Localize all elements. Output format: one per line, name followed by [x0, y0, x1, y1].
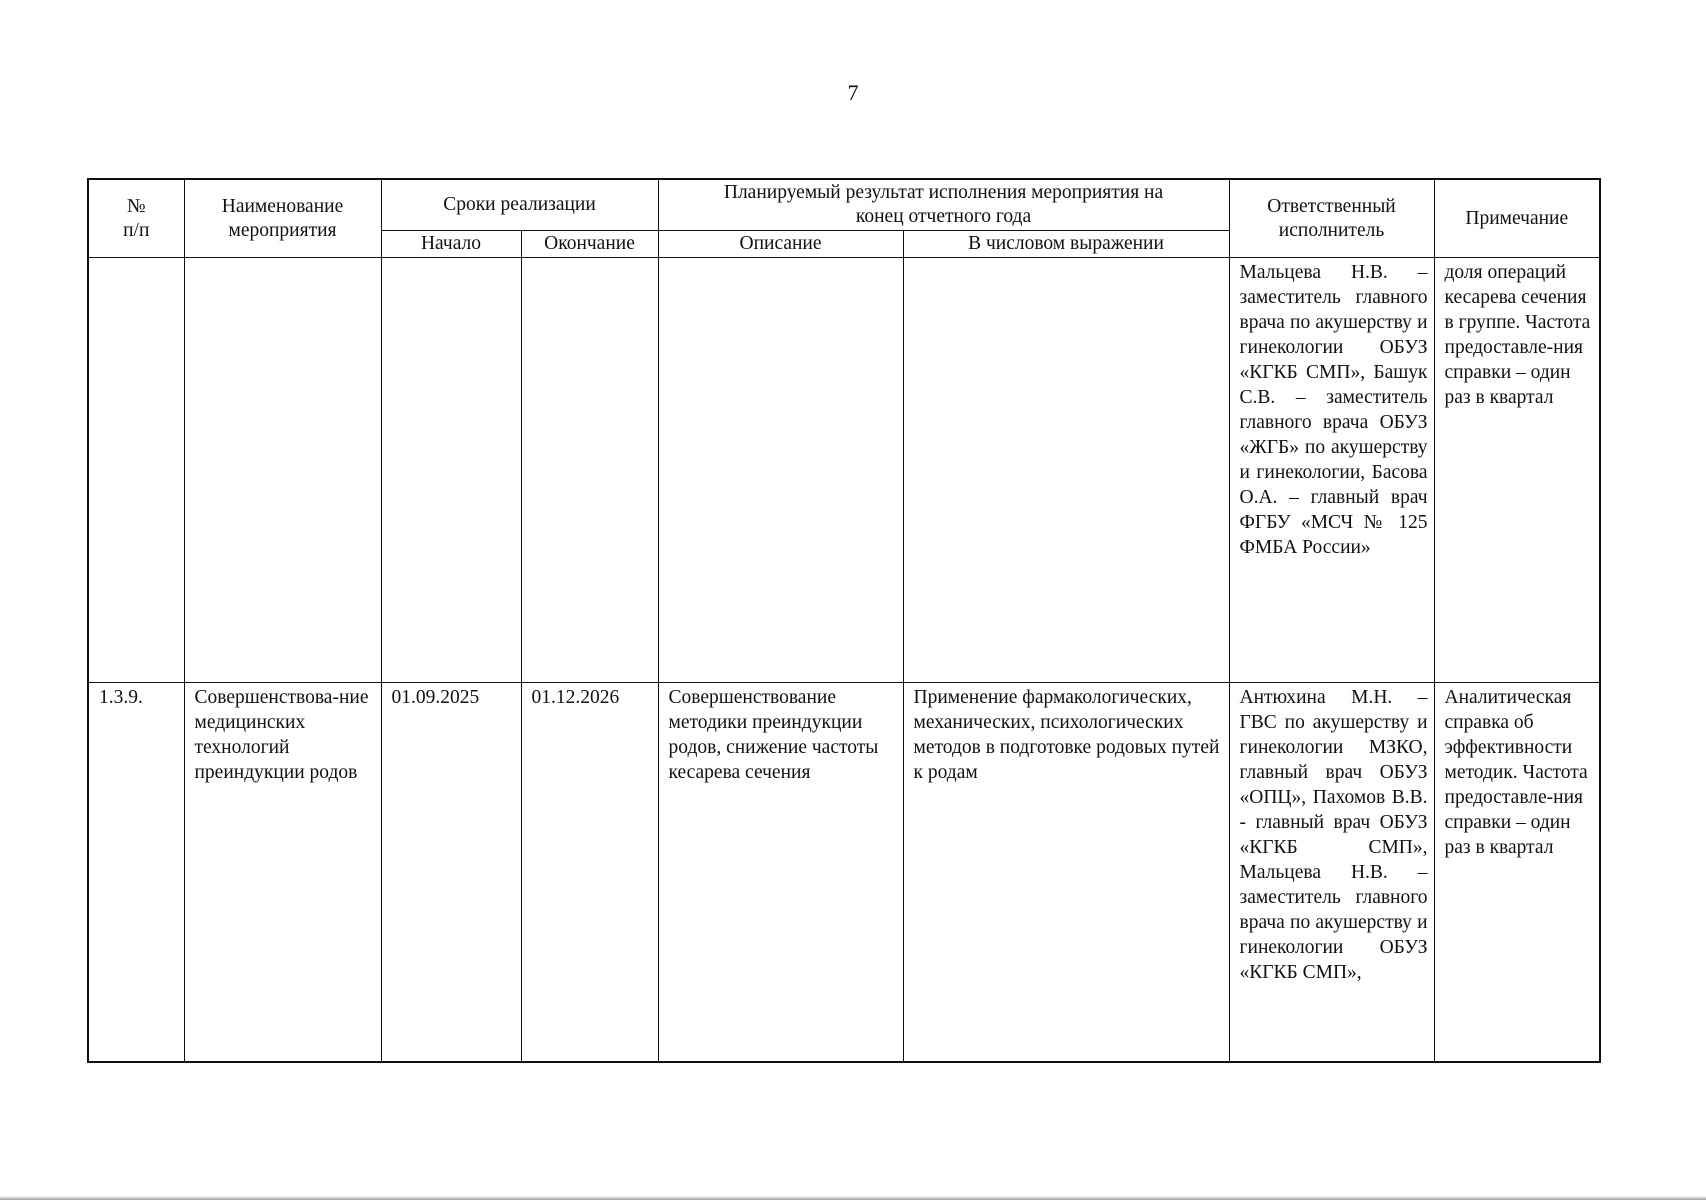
cell-start-date [381, 258, 521, 683]
page-number: 7 [847, 80, 859, 105]
header-description: Описание [658, 231, 903, 258]
table-header-row [88, 179, 1600, 231]
header-numeric: В числовом выражении [903, 231, 1229, 258]
cell-responsible: Мальцева Н.В. – заместитель главного врача по акушерству и гинекологии ОБУЗ «КГКБ СМП», Башук С.В. – заместитель главного врача ОБУЗ «ЖГБ» по акушерству и гинекологии, Басова О.А. – главный врач ФГБУ «МСЧ № 125 ФМБА России» [1229, 258, 1434, 683]
measures-table [87, 178, 1601, 1063]
cell-numeric [903, 258, 1229, 683]
header-implementation-terms: Сроки реализации [381, 179, 658, 231]
cell-number [88, 258, 184, 683]
header-start: Начало [381, 231, 521, 258]
header-responsible: Ответственный исполнитель [1229, 179, 1434, 258]
header-number: № п/п [88, 179, 184, 258]
cell-measure-name: Совершенствова-ние медицинских технологий преиндукции родов [184, 683, 381, 1063]
cell-description [658, 258, 903, 683]
header-planned-result: Планируемый результат исполнения мероприятия на конец отчетного года [658, 179, 1229, 231]
cell-end-date [521, 258, 658, 683]
cell-numeric: Применение фармакологических, механических, психологических методов в подготовке родовых путей к родам [903, 683, 1229, 1063]
cell-note: Аналитическая справка об эффективности методик. Частота предоставле-ния справки – один раз в квартал [1434, 683, 1600, 1063]
table-row [88, 258, 1600, 683]
table-row [88, 683, 1600, 1063]
cell-measure-name [184, 258, 381, 683]
header-note: Примечание [1434, 179, 1600, 258]
cell-number: 1.3.9. [88, 683, 184, 1063]
cell-start-date: 01.09.2025 [381, 683, 521, 1063]
cell-responsible: Антюхина М.Н. – ГВС по акушерству и гинекологии МЗКО, главный врач ОБУЗ «ОПЦ», Пахомов В.В. - главный врач ОБУЗ «КГКБ СМП», Мальцева Н.В. – заместитель главного врача по акушерству и гинекологии ОБУЗ «КГКБ СМП», [1229, 683, 1434, 1063]
header-measure-name: Наименование мероприятия [184, 179, 381, 258]
cell-note: доля операций кесарева сечения в группе. Частота предоставле-ния справки – один раз в квартал [1434, 258, 1600, 683]
scan-edge [0, 1196, 1706, 1200]
cell-description: Совершенствование методики преиндукции родов, снижение частоты кесарева сечения [658, 683, 903, 1063]
header-end: Окончание [521, 231, 658, 258]
cell-end-date: 01.12.2026 [521, 683, 658, 1063]
